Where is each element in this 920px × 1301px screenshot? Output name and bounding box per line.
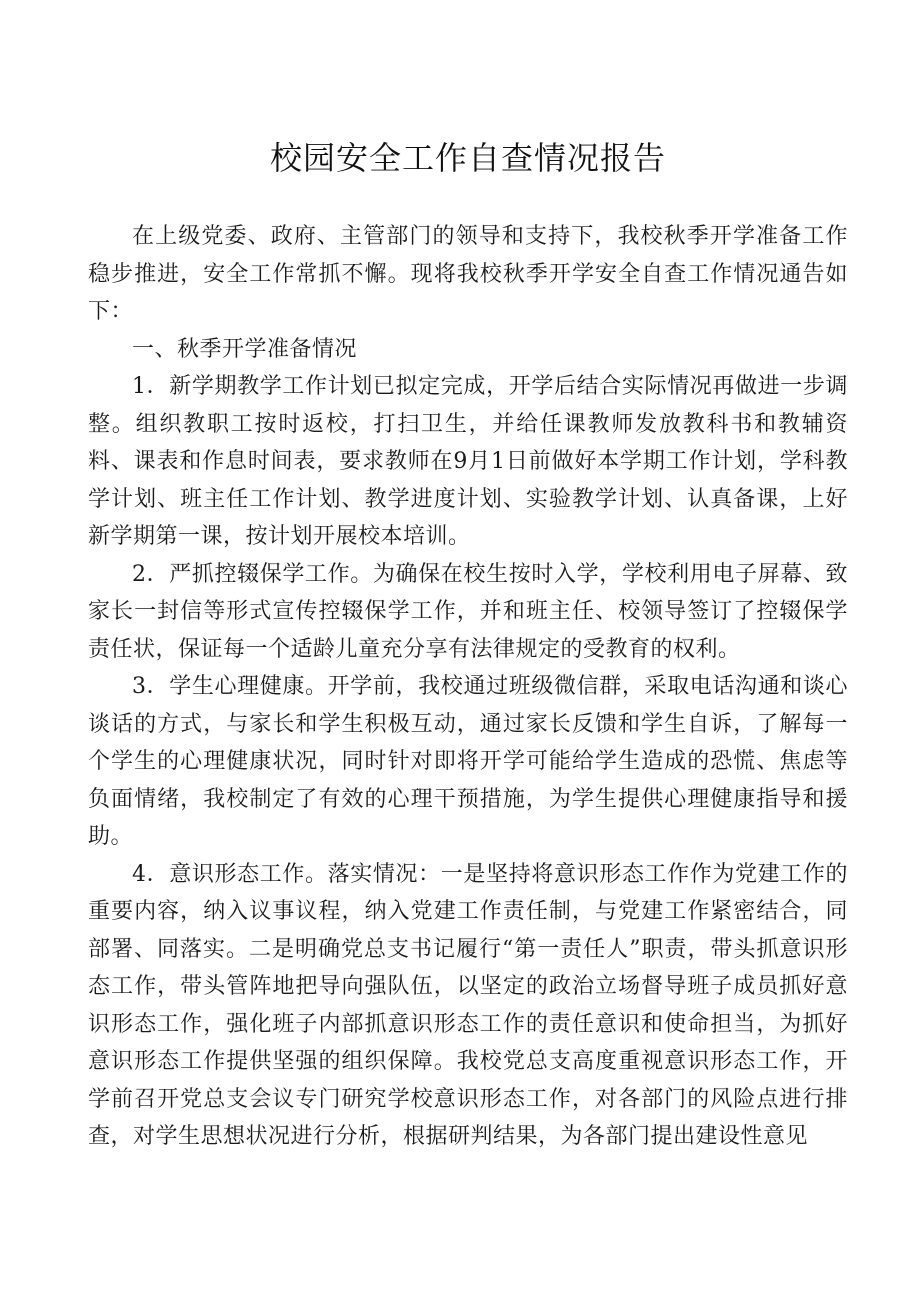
document-body xyxy=(88,218,848,1156)
paragraph-item-1-teaching-plan: 1．新学期教学工作计划已拟定完成，开学后结合实际情况再做进一步调整。组织教职工按时返校，打扫卫生，并给任课教师发放教科书和教辅资料、课表和作息时间表，要求教师在9月1日前做好本学期工作计划，学科教学计划、班主任工作计划、教学进度计划、实验教学计划、认真备课，上好新学期第一课，按计划开展校本培训。 xyxy=(88,374,848,549)
paragraph-intro: 在上级党委、政府、主管部门的领导和支持下，我校秋季开学准备工作稳步推进，安全工作常抓不懈。现将我校秋季开学安全自查工作情况通告如下： xyxy=(88,224,848,324)
paragraph-item-4-ideology-work: 4．意识形态工作。落实情况：一是坚持将意识形态工作作为党建工作的重要内容，纳入议事议程，纳入党建工作责任制，与党建工作紧密结合，同部署、同落实。二是明确党总支书记履行“第一责任人”职责，带头抓意识形态工作，带头管阵地把导向强队伍，以坚定的政治立场督导班子成员抓好意识形态工作，强化班子内部抓意识形态工作的责任意识和使命担当，为抓好意识形态工作提供坚强的组织保障。我校党总支高度重视意识形态工作，开学前召开党总支会议专门研究学校意识形态工作，对各部门的风险点进行排查，对学生思想状况进行分析，根据研判结果，为各部门提出建设性意见 xyxy=(88,861,848,1149)
paragraph-item-2-dropout-control: 2．严抓控辍保学工作。为确保在校生按时入学，学校利用电子屏幕、致家长一封信等形式宣传控辍保学工作，并和班主任、校领导签订了控辍保学责任状，保证每一个适龄儿童充分享有法律规定的受教育的权利。 xyxy=(88,561,848,662)
section-heading-autumn-preparation: 一、秋季开学准备情况 xyxy=(132,336,358,362)
document-title: 校园安全工作自查情况报告 xyxy=(269,139,666,177)
paragraph-item-3-mental-health: 3．学生心理健康。开学前，我校通过班级微信群，采取电话沟通和谈心谈话的方式，与家长和学生积极互动，通过家长反馈和学生自诉，了解每一个学生的心理健康状况，同时针对即将开学可能给学生造成的恐慌、焦虑等负面情绪，我校制定了有效的心理干预措施，为学生提供心理健康指导和援助。 xyxy=(88,674,848,849)
